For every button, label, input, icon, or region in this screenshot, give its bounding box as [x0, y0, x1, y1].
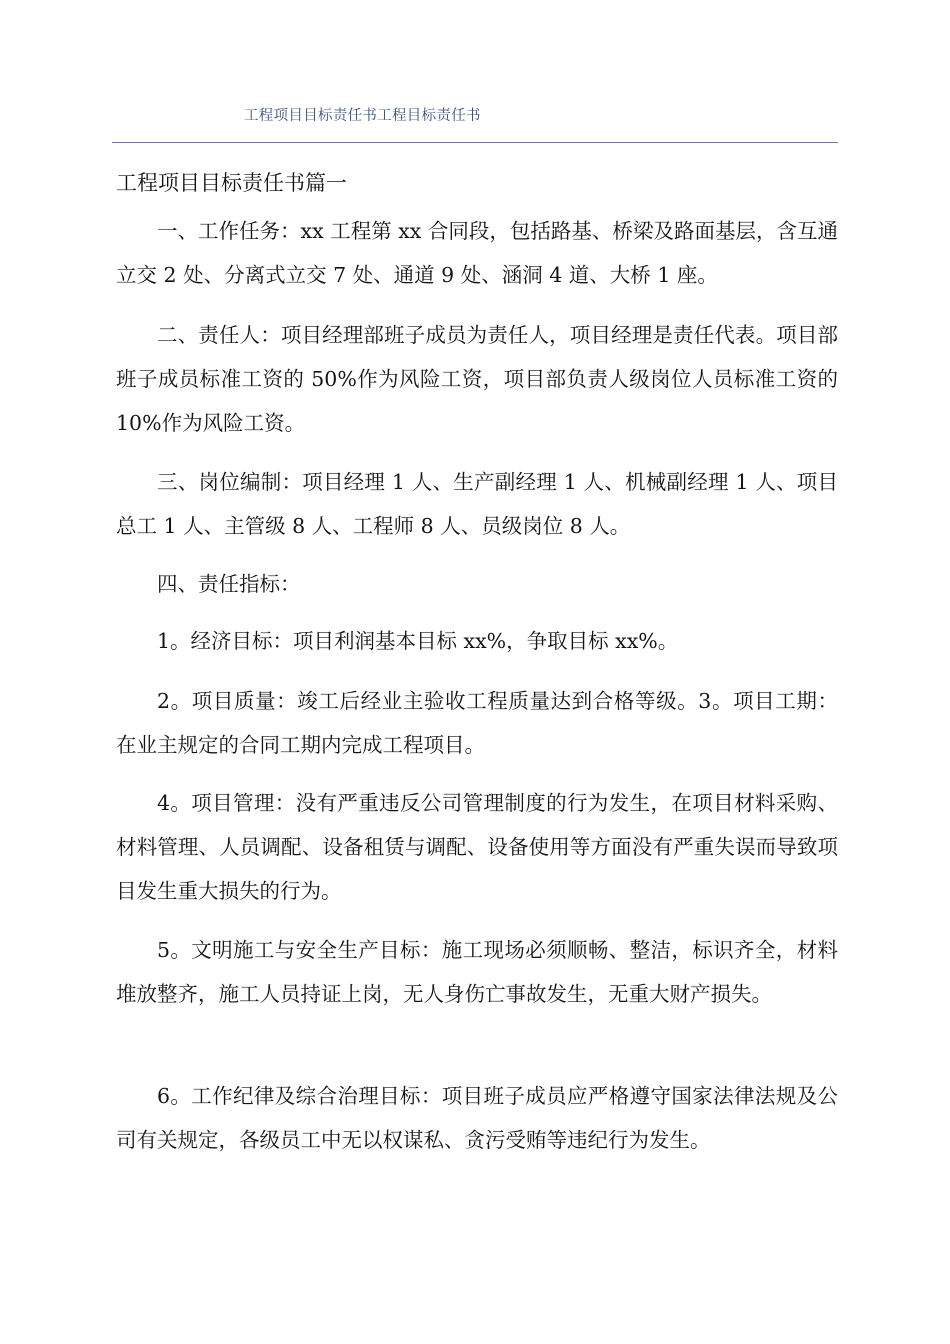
paragraph-safety-target: 5。文明施工与安全生产目标：施工现场必须顺畅、整洁，标识齐全，材料堆放整齐，施工人员持证上岗，无人身伤亡事故发生，无重大财产损失。 — [116, 938, 838, 1006]
paragraph-staffing: 三、岗位编制：项目经理 1 人、生产副经理 1 人、机械副经理 1 人、项目总工 1 人、主管级 8 人、工程师 8 人、员级岗位 8 人。 — [116, 470, 838, 538]
document-title: 工程项目目标责任书篇一 — [116, 171, 347, 195]
header-rule — [112, 142, 838, 143]
paragraph-project-management: 4。项目管理：没有严重违反公司管理制度的行为发生，在项目材料采购、材料管理、人员调配、设备租赁与调配、设备使用等方面没有严重失误而导致项目发生重大损失的行为。 — [116, 791, 838, 903]
paragraph-quality-schedule: 2。项目质量：竣工后经业主验收工程质量达到合格等级。3。项目工期：在业主规定的合同工期内完成工程项目。 — [116, 689, 838, 757]
paragraph-economic-target: 1。经济目标：项目利润基本目标 xx%，争取目标 xx%。 — [157, 629, 679, 653]
paragraph-responsible-person: 二、责任人：项目经理部班子成员为责任人，项目经理是责任代表。项目部班子成员标准工资的 50%作为风险工资，项目部负责人级岗位人员标准工资的 10%作为风险工资。 — [116, 323, 838, 435]
paragraph-indicators-heading: 四、责任指标： — [157, 572, 301, 596]
paragraph-work-task: 一、工作任务：xx 工程第 xx 合同段，包括路基、桥梁及路面基层，含互通立交 2 处、分离式立交 7 处、通道 9 处、涵洞 4 道、大桥 1 座。 — [116, 219, 838, 287]
paragraph-discipline-target: 6。工作纪律及综合治理目标：项目班子成员应严格遵守国家法律法规及公司有关规定，各级员工中无以权谋私、贪污受贿等违纪行为发生。 — [116, 1084, 838, 1152]
running-header: 工程项目目标责任书工程目标责任书 — [244, 108, 481, 124]
